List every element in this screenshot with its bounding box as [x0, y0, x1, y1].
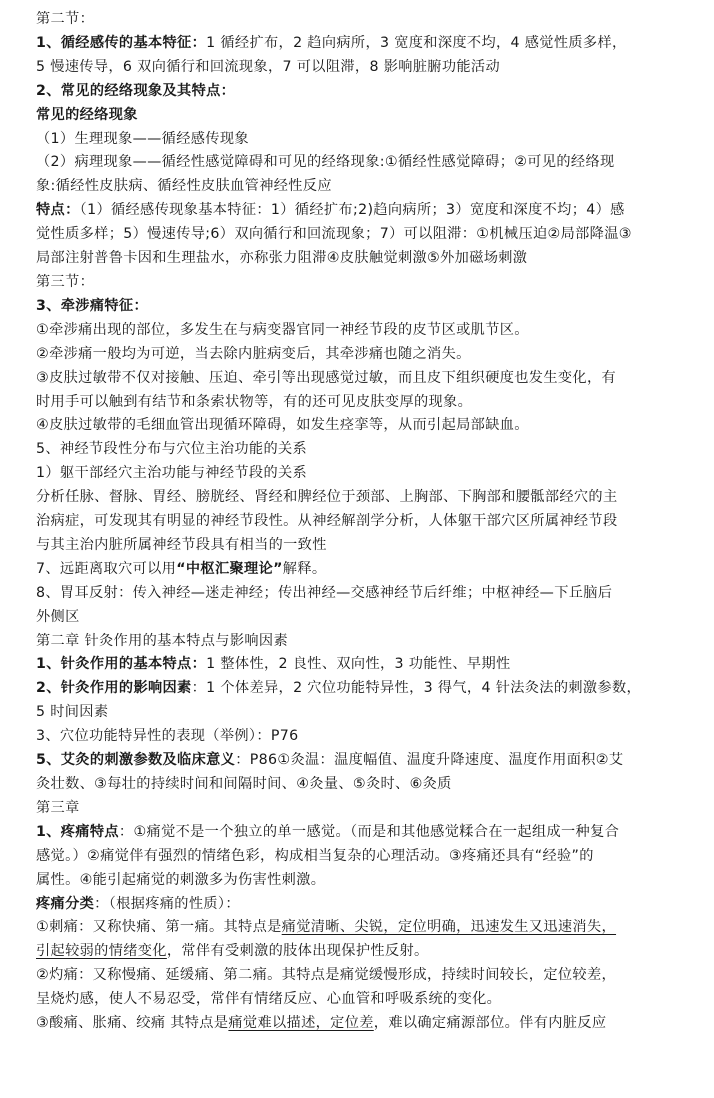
text-span: 分析任脉、督脉、胃经、膀胱经、肾经和脾经位于颈部、上胸部、下胸部和腰骶部经穴的主 — [36, 489, 618, 506]
underlined-text: 痛觉难以描述，定位差 — [228, 1015, 374, 1032]
text-span: 7、远距离取穴可以用 — [36, 560, 177, 577]
text-span: ②牵涉痛一般均为可逆，当去除内脏病变后，其牵涉痛也随之消失。 — [36, 345, 471, 362]
text-line — [36, 916, 702, 940]
text-span: 感觉。）②痛觉伴有强烈的情绪色彩，构成相当复杂的心理活动。③疼痛还具有“经验”的 — [36, 847, 594, 864]
text-span: 第三章 — [36, 799, 80, 816]
text-span: ，常伴有受刺激的肢体出现保护性反射。 — [166, 943, 429, 960]
text-span: （2）病理现象——循经性感觉障碍和可见的经络现象:①循经性感觉障碍；②可见的经络现 — [36, 154, 615, 171]
text-line — [36, 8, 702, 32]
text-line — [36, 486, 702, 510]
text-span: ，难以确定痛源部位。伴有内脏反应 — [373, 1015, 607, 1032]
text-line — [36, 391, 702, 415]
text-line — [36, 510, 702, 534]
text-span: 1 整体性，2 良性、双向性，3 功能性、早期性 — [206, 656, 511, 673]
text-line — [36, 606, 702, 630]
text-line — [36, 247, 702, 271]
text-line — [36, 271, 702, 295]
text-span: ：P86①灸温：温度幅值、温度升降速度、温度作用面积②艾 — [235, 752, 624, 769]
text-span: ④皮肤过敏带的毛细血管出现循环障碍，如发生痉挛等，从而引起局部缺血。 — [36, 417, 529, 434]
text-line — [36, 1012, 702, 1036]
text-span: （1）生理现象——循经感传现象 — [36, 130, 249, 147]
text-line — [36, 653, 702, 677]
text-line — [36, 199, 702, 223]
text-line — [36, 414, 702, 438]
text-span: ：（根据疼痛的性质）： — [94, 895, 240, 912]
bold-text: 5、艾灸的刺激参数及临床意义 — [36, 752, 236, 769]
text-line — [36, 80, 702, 104]
text-line — [36, 462, 702, 486]
text-span: 5、神经节段性分布与穴位主治功能的关系 — [36, 441, 308, 458]
text-span: ①刺痛：又称快痛、第一痛。其特点是 — [36, 919, 282, 936]
text-span: 治病症，可发现其有明显的神经节段性。从神经解剖学分析，人体躯干部穴区所属神经节段 — [36, 513, 618, 530]
text-line — [36, 558, 702, 582]
text-line — [36, 295, 702, 319]
text-span: 与其主治内脏所属神经节段具有相当的一致性 — [36, 536, 327, 553]
text-line — [36, 893, 702, 917]
text-line — [36, 797, 702, 821]
text-line — [36, 367, 702, 391]
text-line — [36, 701, 702, 725]
bold-text: 1、循经感传的基本特征： — [36, 34, 207, 51]
text-line — [36, 749, 702, 773]
text-line — [36, 32, 702, 56]
text-span: 呈烧灼感，使人不易忍受，常伴有情绪反应、心血管和呼吸系统的变化。 — [36, 991, 502, 1008]
bold-text: “中枢汇聚理论” — [176, 560, 283, 577]
bold-text: 1、疼痛特点 — [36, 823, 119, 840]
underlined-text: 痛觉清晰、尖锐，定位明确，迅速发生又迅速消失， — [281, 919, 617, 936]
text-span: 局部注射普鲁卡因和生理盐水，亦称张力阻滞④皮肤触觉刺激⑤外加磁场刺激 — [36, 250, 528, 267]
text-span: ②灼痛：又称慢痛、延缓痛、第二痛。其特点是痛觉缓慢形成，持续时间较长，定位较差， — [36, 967, 617, 984]
text-line — [36, 677, 702, 701]
text-span: 第二章 针灸作用的基本特点与影响因素 — [36, 632, 288, 649]
text-span: 时用手可以触到有结节和条索状物等，有的还可见皮肤变厚的现象。 — [36, 393, 473, 410]
text-span: 象:循经性皮肤病、循经性皮肤血管神经性反应 — [36, 178, 332, 195]
text-span: （1）循经感传现象基本特征：1）循经扩布;2)趋向病所；3）宽度和深度不均；4）感 — [79, 202, 625, 219]
text-line — [36, 151, 702, 175]
text-span: 8、胃耳反射：传入神经—迷走神经；传出神经—交感神经节后纤维；中枢神经—下丘脑后 — [36, 584, 613, 601]
text-line — [36, 845, 702, 869]
bold-text: 特点： — [36, 202, 80, 219]
text-line — [36, 821, 702, 845]
text-span: 属性。④能引起痛觉的刺激多为伤害性刺激。 — [36, 871, 326, 888]
text-span: 5 慢速传导，6 双向循行和回流现象，7 可以阻滞，8 影响脏腑功能活动 — [36, 58, 500, 75]
text-span: 外侧区 — [36, 608, 80, 625]
text-span: 觉性质多样；5）慢速传导;6）双向循行和回流现象；7）可以阻滞：①机械压迫②局部降温③ — [36, 226, 632, 243]
text-line — [36, 319, 702, 343]
bold-text: 3、牵涉痛特征： — [36, 297, 148, 314]
text-span: ③皮肤过敏带不仅对接触、压迫、牵引等出现感觉过敏，而且皮下组织硬度也发生变化，有 — [36, 369, 617, 386]
text-line — [36, 343, 702, 367]
text-line — [36, 940, 702, 964]
text-line — [36, 582, 702, 606]
text-line — [36, 630, 702, 654]
text-line — [36, 773, 702, 797]
text-span: 1 循经扩布，2 趋向病所，3 宽度和深度不均，4 感觉性质多样， — [206, 34, 627, 51]
text-span: 第三节： — [36, 273, 95, 290]
text-line — [36, 534, 702, 558]
text-line — [36, 56, 702, 80]
text-span: 解释。 — [282, 560, 327, 577]
text-span: 5 时间因素 — [36, 704, 109, 721]
text-line — [36, 964, 702, 988]
bold-text: 2、针灸作用的影响因素 — [36, 680, 192, 697]
bold-text: 1、针灸作用的基本特点： — [36, 656, 207, 673]
text-span: 3、穴位功能特异性的表现（举例）：P76 — [36, 728, 299, 745]
text-line — [36, 223, 702, 247]
text-line — [36, 175, 702, 199]
text-line — [36, 988, 702, 1012]
text-span: 灸壮数、③每壮的持续时间和间隔时间、④灸量、⑤灸时、⑥灸质 — [36, 776, 452, 792]
text-span: 1）躯干部经穴主治功能与神经节段的关系 — [36, 465, 308, 482]
underlined-text: 引起较弱的情绪变化 — [36, 943, 167, 960]
text-line — [36, 725, 702, 749]
bold-text: 常见的经络现象 — [36, 106, 138, 123]
text-line — [36, 438, 702, 462]
text-line — [36, 869, 702, 893]
text-span: ③酸痛、胀痛、绞痛 其特点是 — [36, 1015, 229, 1032]
text-span: ：①痛觉不是一个独立的单一感觉。（而是和其他感觉糅合在一起组成一种复合 — [118, 823, 620, 840]
text-span: 第二节： — [36, 11, 95, 27]
text-span: ①牵涉痛出现的部位，多发生在与病变器官同一神经节段的皮节区或肌节区。 — [36, 321, 529, 338]
bold-text: 疼痛分类 — [36, 895, 95, 912]
text-span: ：1 个体差异，2 穴位功能特异性，3 得气，4 针法灸法的刺激参数， — [191, 680, 642, 697]
bold-text: 2、常见的经络现象及其特点： — [36, 82, 236, 99]
text-line — [36, 128, 702, 152]
text-line — [36, 104, 702, 128]
